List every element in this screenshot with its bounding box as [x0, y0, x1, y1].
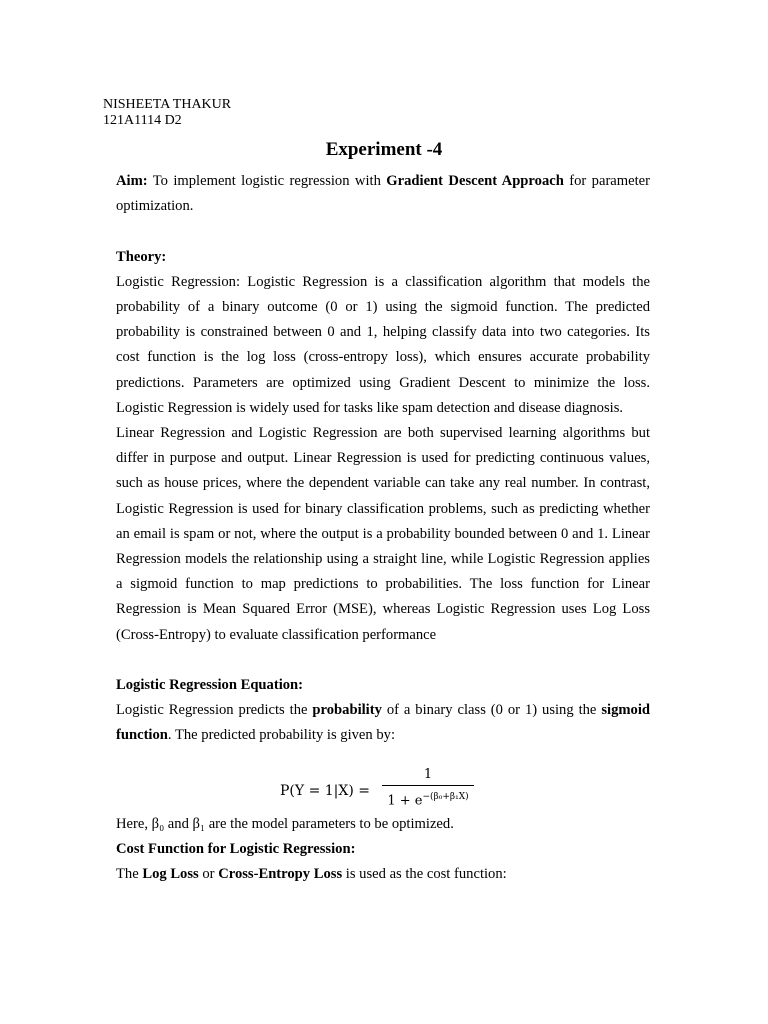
cost-function-intro: The Log Loss or Cross-Entropy Loss is used as the cost function:: [116, 866, 507, 883]
equation-heading: Logistic Regression Equation:: [116, 677, 304, 694]
aim-text: To implement logistic regression with: [147, 173, 387, 189]
document-body: [116, 169, 650, 887]
aim-paragraph: [116, 169, 650, 219]
parameters-note: Here, β₀ and β₁ are the model parameters to be optimized.: [116, 815, 454, 832]
student-name: NISHEETA THAKUR: [103, 97, 232, 112]
student-header: [103, 97, 231, 129]
formula-numerator: 1: [423, 766, 433, 782]
page-title: Experiment -4: [325, 139, 443, 160]
sigmoid-formula: [280, 767, 650, 812]
theory-heading: Theory:: [116, 248, 167, 265]
cost-function-heading: Cost Function for Logistic Regression:: [116, 840, 356, 857]
aim-text-end: for parameter optimization.: [116, 173, 650, 215]
aim-label: Aim:: [116, 173, 148, 189]
theory-paragraph-2: Linear Regression and Logistic Regression are both supervised learning algorithms but differ in purpose and output. Linear Regression is used for predicting continuous values, such as house prices, where the dependent variable can take any real number. In contrast, Logistic Regression is used for binary classification problems, such as predicting whether an email is spam or not, where the output is a probability bounded between 0 and 1. Linear Regression models the relationship using a straight line, while Logistic Regression applies a sigmoid function to map predictions to probabilities. The loss function for Linear Regression is Mean Squared Error (MSE), whereas Logistic Regression uses Log Loss (Cross-Entropy) to evaluate classification performance: [116, 425, 650, 643]
student-roll: 121A1114 D2: [103, 113, 182, 128]
formula-denominator: $1 + e^{-(\beta_0+\beta_1X)}$: [387, 791, 469, 808]
aim-bold: Gradient Descent Approach: [386, 173, 564, 189]
equation-intro: Logistic Regression predicts the probability of a binary class (0 or 1) using the sigmoid function. The predicted probability is given by:: [116, 702, 650, 744]
formula-exponent: −(β₀+β₁X): [422, 791, 469, 802]
formula-lhs: P(Y = 1|X) =: [280, 782, 370, 799]
formula-fraction: [382, 767, 474, 810]
theory-paragraph-1: Logistic Regression: Logistic Regression is a classification algorithm that models the probability of a binary outcome (0 or 1) using the sigmoid function. The predicted probability is constrained between 0 and 1, helping classify data into two categories. Its cost function is the log loss (cross-entropy loss), which ensures accurate probability predictions. Parameters are optimized using Gradient Descent to minimize the loss. Logistic Regression is widely used for tasks like spam detection and disease diagnosis.: [116, 273, 650, 416]
